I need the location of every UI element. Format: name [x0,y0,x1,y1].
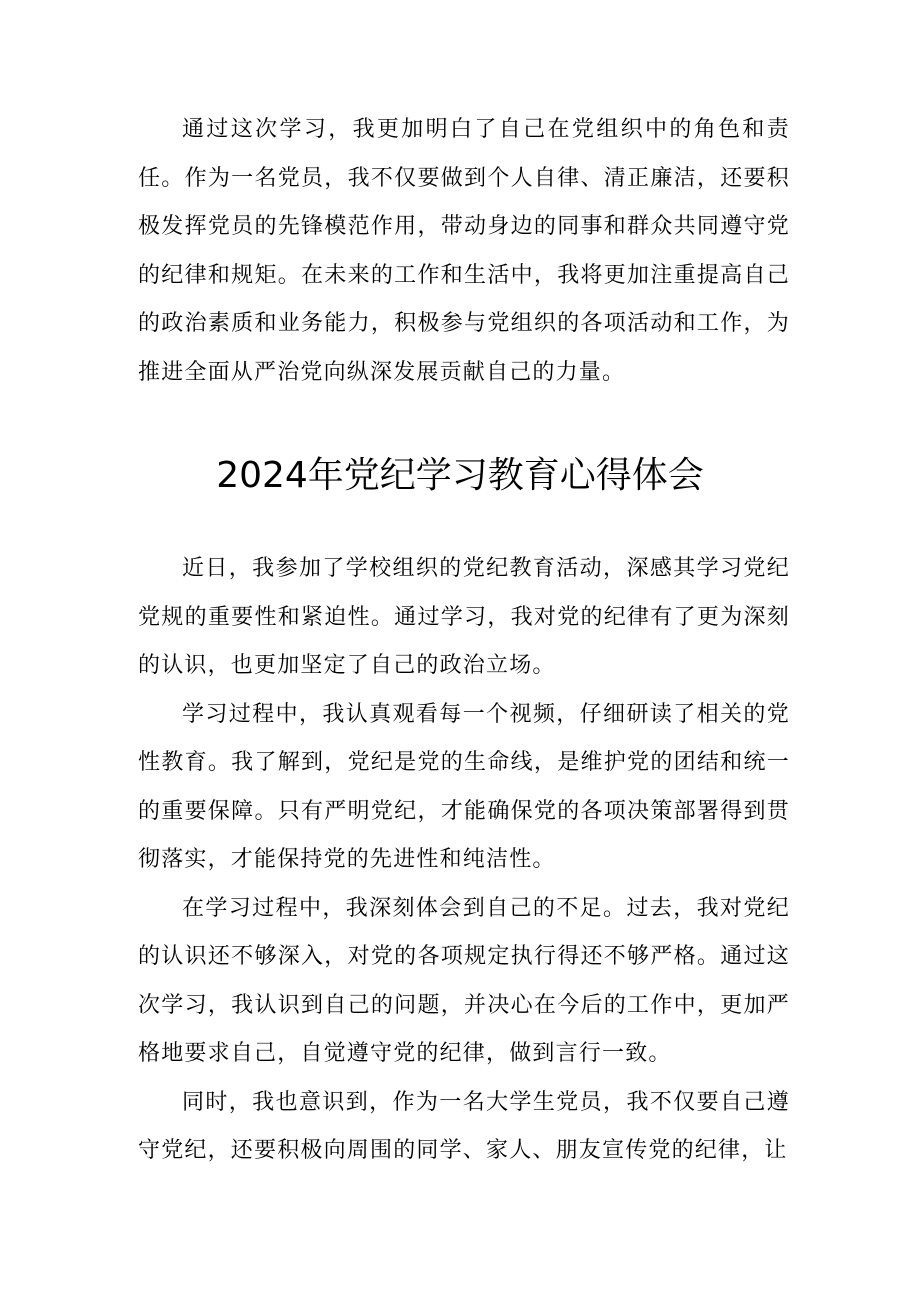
document-title: 2024年党纪学习教育心得体会 [216,455,704,496]
paragraph-1: 近日，我参加了学校组织的党纪教育活动，深感其学习党纪党规的重要性和紧迫性。通过学习，我对党的纪律有了更为深刻的认识，也更加坚定了自己的政治立场。 [138,556,790,678]
previous-section [138,106,790,397]
paragraph-top: 通过这次学习，我更加明白了自己在党组织中的角色和责任。作为一名党员，我不仅要做到个人自律、清正廉洁，还要积极发挥党员的先锋模范作用，带动身边的同事和群众共同遵守党的纪律和规矩。在未来的工作和生活中，我将更加注重提高自己的政治素质和业务能力，积极参与党组织的各项活动和工作，为推进全面从严治党向纵深发展贡献自己的力量。 [138,117,790,385]
paragraph-3: 在学习过程中，我深刻体会到自己的不足。过去，我对党纪的认识还不够深入，对党的各项规定执行得还不够严格。通过这次学习，我认识到自己的问题，并决心在今后的工作中，更加严格地要求自己，自觉遵守党的纪律，做到言行一致。 [138,895,790,1066]
paragraph-2: 学习过程中，我认真观看每一个视频，仔细研读了相关的党性教育。我了解到，党纪是党的生命线，是维护党的团结和统一的重要保障。只有严明党纪，才能确保党的各项决策部署得到贯彻落实，才能保持党的先进性和纯洁性。 [138,701,790,872]
paragraph-4: 同时，我也意识到，作为一名大学生党员，我不仅要自己遵守党纪，还要积极向周围的同学、家人、朋友宣传党的纪律，让 [138,1089,790,1163]
article-body [138,545,790,1176]
